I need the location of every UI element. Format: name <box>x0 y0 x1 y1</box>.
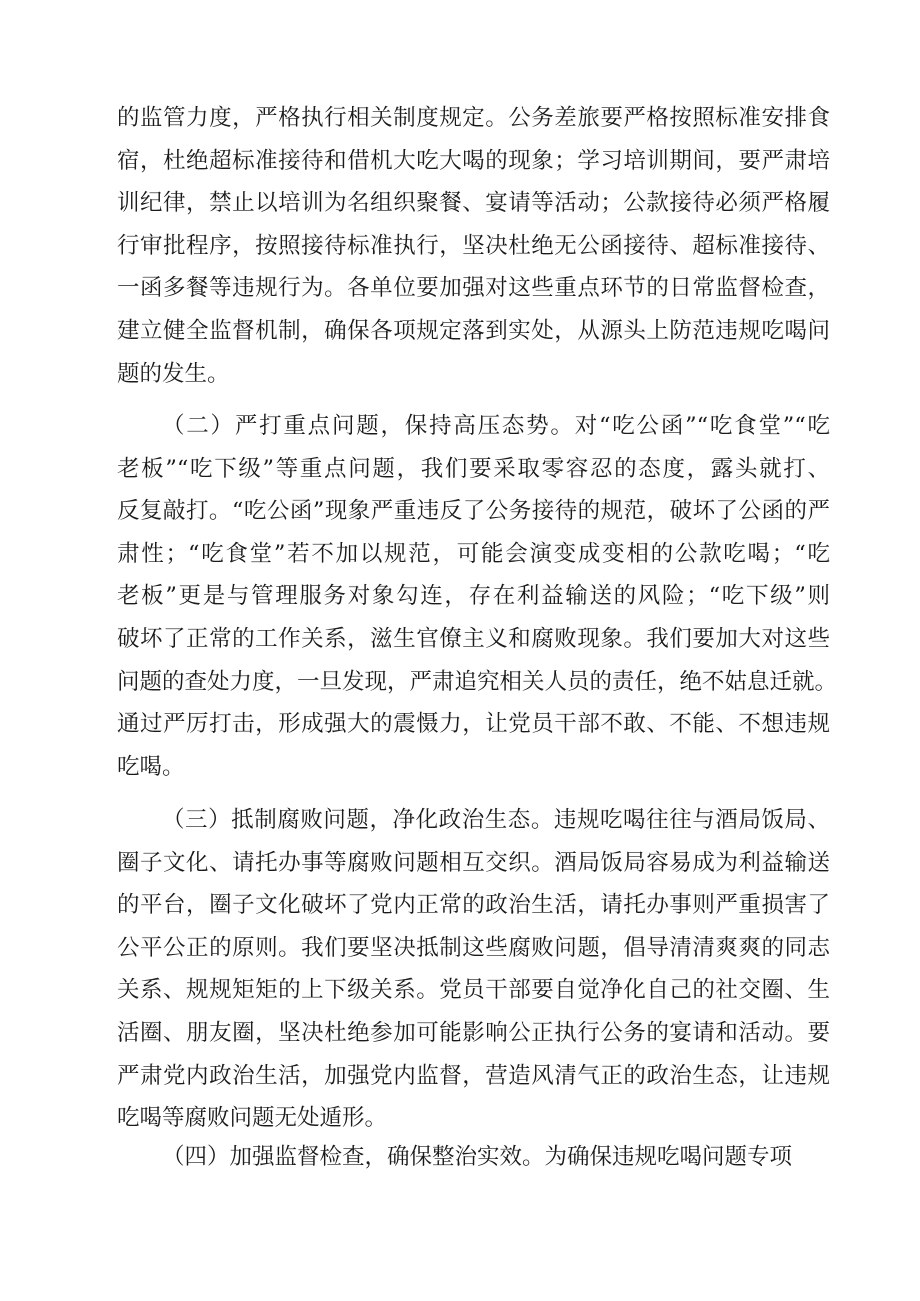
text-line: 肃性；“吃食堂”若不加以规范，可能会演变成变相的公款吃喝；“吃 <box>117 540 830 567</box>
paragraph-section-2 <box>117 405 838 788</box>
text-line: 的监管力度，严格执行相关制度规定。公务差旅要严格按照标准安排食 <box>117 105 830 131</box>
paragraph-section-4 <box>117 1136 830 1179</box>
text-line: 建立健全监督机制，确保各项规定落到实处，从源头上防范违规吃喝问 <box>117 317 830 344</box>
text-line: 老板”更是与管理服务对象勾连，存在利益输送的风险；“吃下级”则 <box>117 583 830 610</box>
text-line: 通过严厉打击，形成强大的震慑力，让党员干部不敢、不能、不想违规 <box>117 711 830 738</box>
text-line: 关系、规规矩矩的上下级关系。党员干部要自觉净化自己的社交圈、生 <box>117 977 830 1004</box>
section-heading-line: （三）抵制腐败问题，净化政治生态。违规吃喝往往与酒局饭局、 <box>162 807 830 833</box>
text-line: 活圈、朋友圈，坚决杜绝参加可能影响公正执行公务的宴请和活动。要 <box>117 1019 830 1046</box>
text-line: 反复敲打。“吃公函”现象严重违反了公务接待的规范，破坏了公函的严 <box>117 498 830 525</box>
text-line: 行审批程序，按照接待标准执行，坚决杜绝无公函接待、超标准接待、 <box>117 232 830 259</box>
text-line: 宿，杜绝超标准接待和借机大吃大喝的现象；学习培训期间，要严肃培 <box>117 147 830 174</box>
text-line: 严肃党内政治生活，加强党内监督，营造风清气正的政治生态，让违规 <box>117 1062 830 1089</box>
section-heading-line: （二）严打重点问题，保持高压态势。对“吃公函”“吃食堂”“吃 <box>162 413 830 439</box>
text-line: 老板”“吃下级”等重点问题，我们要采取零容忍的态度，露头就打、 <box>117 455 830 482</box>
section-heading-line: （四）加强监督检查，确保整治实效。为确保违规吃喝问题专项 <box>162 1144 793 1170</box>
text-line: 训纪律，禁止以培训为名组织聚餐、宴请等活动；公款接待必须严格履 <box>117 190 830 217</box>
text-line: 问题的查处力度，一旦发现，严肃追究相关人员的责任，绝不姑息迁就。 <box>117 668 838 695</box>
text-line: 一函多餐等违规行为。各单位要加强对这些重点环节的日常监督检查， <box>117 275 830 302</box>
text-line: 题的发生。 <box>117 360 230 387</box>
paragraph-supervision-continued <box>117 97 830 395</box>
text-line: 吃喝。 <box>117 753 185 780</box>
paragraph-section-3 <box>117 799 830 1140</box>
text-line: 吃喝等腐败问题无处遁形。 <box>117 1105 388 1132</box>
text-line: 破坏了正常的工作关系，滋生官僚主义和腐败现象。我们要加大对这些 <box>117 625 830 652</box>
text-line: 公平公正的原则。我们要坚决抵制这些腐败问题，倡导清清爽爽的同志 <box>117 934 830 961</box>
text-line: 圈子文化、请托办事等腐败问题相互交织。酒局饭局容易成为利益输送 <box>117 849 830 876</box>
text-line: 的平台，圈子文化破坏了党内正常的政治生活，请托办事则严重损害了 <box>117 892 830 919</box>
